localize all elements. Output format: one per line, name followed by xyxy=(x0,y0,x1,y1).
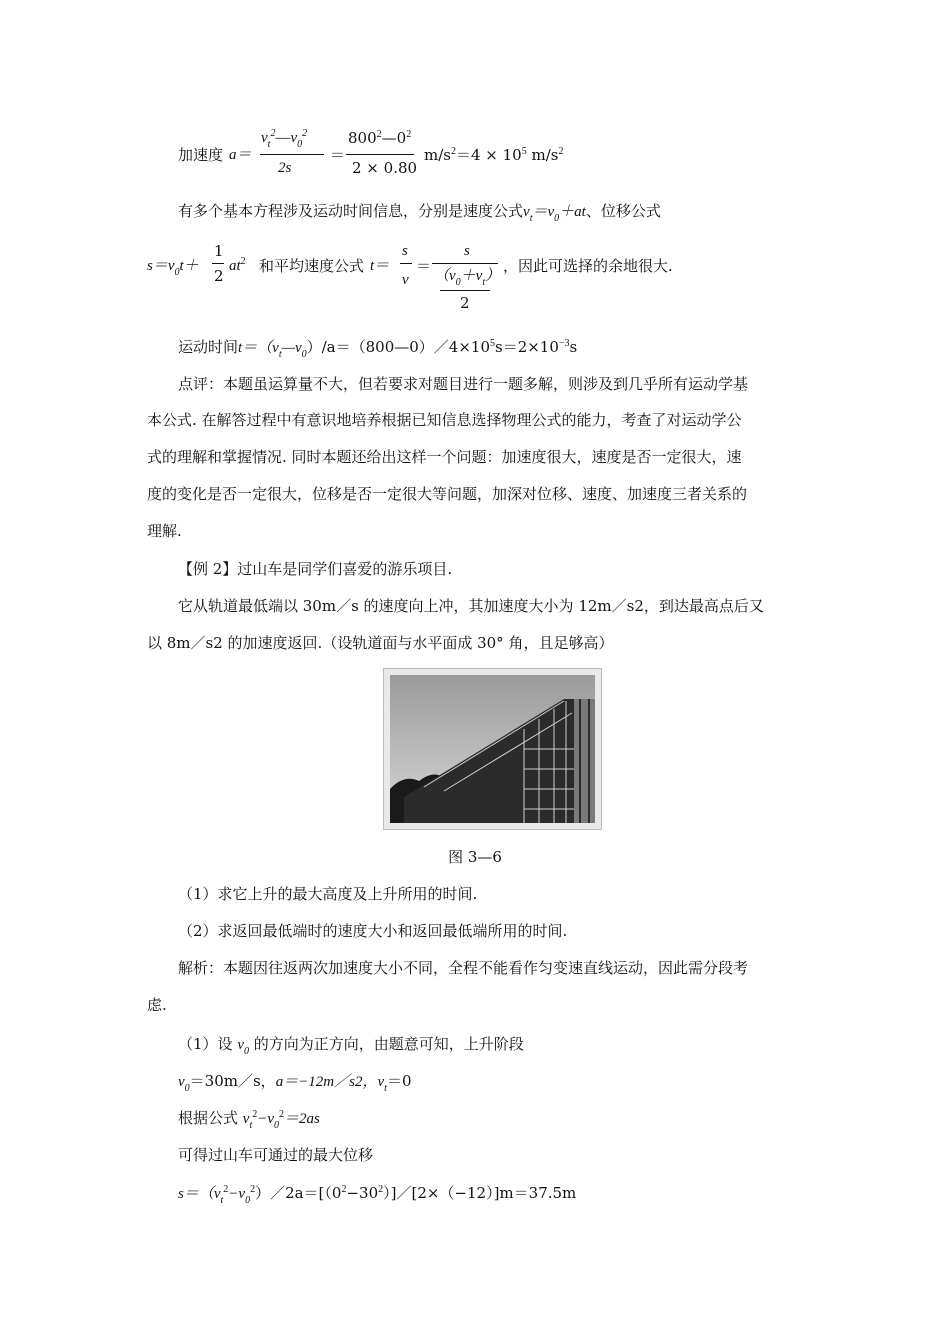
half-den: 2 xyxy=(214,267,224,285)
comment-line-4: 度的变化是否一定很大，位移是否一定很大等问题，加深对位移、速度、加速度三者关系的 xyxy=(147,485,748,503)
accel-result: $m/s^2=4 \times 10^5$ $m/s^2$ xyxy=(424,146,564,164)
roller-coaster-photo xyxy=(383,668,602,830)
comment-line-5: 理解. xyxy=(147,522,182,540)
question-2: （2）求返回最低端时的速度大小和返回最低端所用的时间. xyxy=(178,922,568,940)
half-num: 1 xyxy=(214,242,224,260)
motion-time-line: 运动时间$t=(v_t—v_0)/a=(800—0)/4\times 10^5s=2\times 10^{-3}s$ xyxy=(178,338,578,360)
accel-denominator-values: 2 × 0.80 xyxy=(352,159,418,177)
accel-frac-bar-2 xyxy=(346,154,414,155)
sv-num: s xyxy=(402,243,408,259)
question-1: （1）求它上升的最大高度及上升所用的时间. xyxy=(178,885,478,903)
big-frac-num: s xyxy=(464,243,470,259)
choice-remark: ，因此可选择的余地很大. xyxy=(503,257,673,275)
sv-frac-bar xyxy=(400,263,412,264)
displacement-formula: $s=v_0t+$ xyxy=(147,258,199,278)
final-result: $s=(v_t^2-v_0^2)/2a=[(0^2-30^2)]/[2\times(-12)]m=37.5m$ xyxy=(178,1184,577,1206)
at-squared: $at^2$ xyxy=(229,256,246,274)
big-frac-den: $(v_0+v_t)$ xyxy=(434,268,501,288)
max-displacement-label: 可得过山车可通过的最大位移 xyxy=(178,1146,374,1164)
big-frac-two: 2 xyxy=(460,294,470,312)
example2-title: 【例 2】过山车是同学们喜爱的游乐项目. xyxy=(178,560,453,578)
kinematic-formula: 根据公式 $v_t^2-v_0^2=2as$ xyxy=(178,1109,320,1131)
t-eq: t＝ xyxy=(370,258,390,274)
accel-denominator: 2s xyxy=(278,160,292,176)
given-values: $v_0=30m/s$，a＝−12m／s2，$v_t=0$ xyxy=(178,1072,412,1094)
accel-numerator: $v_t^2—v_0^2$ xyxy=(261,128,308,150)
sv-den: v xyxy=(402,272,409,288)
figure-caption: 图 3—6 xyxy=(448,848,502,866)
comment-line-2: 本公式. 在解答过程中有意识地培养根据已知信息选择物理公式的能力，考查了对运动学公 xyxy=(147,411,742,429)
comment-line-1: 点评：本题虽运算量不大，但若要求对题目进行一题多解，则涉及到几乎所有运动学基 xyxy=(178,375,749,393)
example2-line-1: 它从轨道最低端以 30m／s 的速度向上冲，其加速度大小为 12m／s2，到达最高点后又 xyxy=(178,597,764,615)
accel-frac-bar-1 xyxy=(260,154,324,155)
big-frac-inner-bar xyxy=(440,290,490,291)
comment-line-3: 式的理解和掌握情况. 同时本题还给出这样一个问题：加速度很大，速度是否一定很大，速 xyxy=(147,448,742,466)
eq-sign: ＝ xyxy=(416,257,432,275)
example2-line-2: 以 8m／s2 的加速度返回.（设轨道面与水平面成 30° 角，且足够高） xyxy=(147,634,614,652)
big-frac-bar xyxy=(432,263,498,264)
half-frac-bar xyxy=(212,263,224,264)
accel-eq2: ＝ xyxy=(330,146,346,164)
accel-a-eq: a＝ xyxy=(229,147,252,163)
analysis-line-2: 虑. xyxy=(147,996,167,1014)
analysis-line-1: 解析：本题因往返两次加速度大小不同，全程不能看作匀变速直线运动，因此需分段考 xyxy=(178,959,749,977)
para-formulas-intro: 有多个基本方程涉及运动时间信息，分别是速度公式$v_t=v_0+at$、位移公式 xyxy=(178,202,661,224)
accel-label: 加速度 xyxy=(178,146,224,164)
step1-line: （1）设 $v_0$ 的方向为正方向，由题意可知，上升阶段 xyxy=(178,1035,524,1057)
accel-numerator-values: $800^2—0^2$ xyxy=(348,129,412,147)
avg-velocity-label: 和平均速度公式 xyxy=(259,257,365,275)
